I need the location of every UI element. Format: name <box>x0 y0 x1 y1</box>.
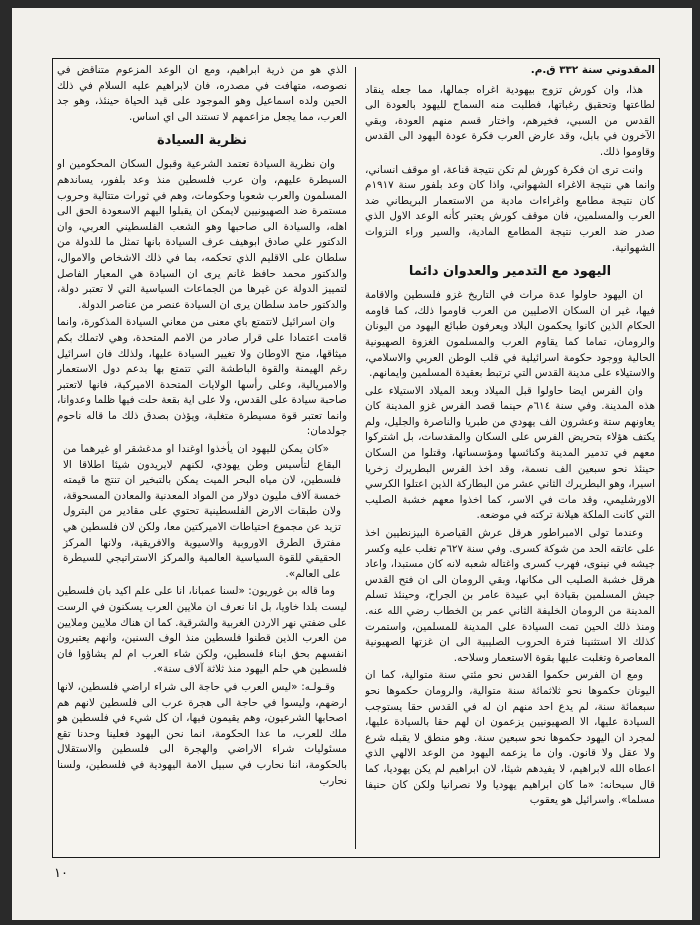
column-divider <box>355 67 356 849</box>
paragraph: الذي هو من ذرية ابراهيم، ومع ان الوعد المزعوم متناقض في نصوصه، متهافت في مصدره، فان لابراهيم عليه السلام في ذلك الحين ولده اسماعيل وهو الموجود على قيد الحياة حينئذ، وهو جد العرب، مما يجعل مزاعمهم لا تستند الى اي اساس. <box>57 64 347 123</box>
paragraph: هذا، وان كورش تزوج بيهودية اغراه جمالها، مما جعله ينقاد لطاعتها وتحقيق رغباتها، فطلبت منه السماح لليهود بالعودة الى القدس من السبي، فخيرهم، واختار قسم منهم العودة، وبقي الآخرون في بابل، وقد عارض العرب فكرة عودة اليهود الى القدس وقاوموا ذلك. <box>365 83 655 158</box>
article-frame <box>52 58 660 858</box>
quotation: «كان يمكن لليهود ان يأخذوا اوغندا او مدغشقر او غيرهما من البقاع لتأسيس وطن يهودي، لكنهم لايريدون شيئا اطلاقا الا فلسطين، لان مياه البحر الميت يمكن بالتبخير ان تنتج ما قيمته خمسة آلاف مليون دولار من المواد المعدنية والمعادن المسحوقة، ولان طبقات الارض الفلسطينية تحتوي على مقادير من البترول تزيد عن مجموع احتياطات الاميركتين معا، ولكن لان فلسطين هي مفترق الطرق الاوروبية والاسيوية والافريقية، ولانها المركز الحقيقي للقوة السياسية العالمية والمركز الاستراتيجي للسيطرة على العالم». <box>63 443 341 580</box>
left-column <box>57 63 347 851</box>
column-top-line: المقدوني سنة ٣٣٢ ق.م. <box>530 64 655 76</box>
section-heading: اليهود مع التدمير والعدوان دائما <box>408 264 612 280</box>
paragraph: وان اسرائيل لاتتمتع باي معنى من معاني السيادة المذكورة، وانما قامت اعتمادا على قرار صادر من الامم المتحدة، وهي لاتملك بكم ميثاقها، منح الاوطان ولا تغيير السيادة عليها، ولذلك فان اسرائيل رغم الهيمنة والقوة الباطشة التي تتمتع بها بدعم دول الاستعمار والامبريالية، وعلى رأسها الولايات المتحدة الاميركية، فانها لاتعتبر صاحبة سيادة على القدس، ولا على اية بقعة حلت فيها ظلما وعدوانا، وانما تعتبر قوة مسيطرة متغلبة، ويؤذن بصدق ذلك ما قاله ناحوم جولدمان: <box>57 316 347 438</box>
paragraph: وما قاله بن غوريون: «لسنا عمبانا، انا على علم اكيد بان فلسطين ليست بلدا خاويا، بل انا نعرف ان ملايين العرب يسكنون في الرست على ضفتي نهر الاردن الغربية والشرقية. كما ان هناك ملايين وملايين من العرب الذين قطنوا فلسطين منذ الوف السنين، وانهم يعتبرون انفسهم بحق ابناء فلسطين، ولكن شاء العرب ام لم يشاؤوا فان فلسطين هي حلم اليهود منذ ثلاثة آلاف سنة». <box>57 585 347 676</box>
paragraph: وقـولـه: «ليس العرب في حاجة الى شراء اراضي فلسطين، لانها ارضهم، وليسوا في حاجة الى هجرة عرب الى فلسطين لانهم هم اصحابها الشرعيون، وهم يقيمون فيها، ان كل شيء في فلسطين هو ملك للعرب، ما عدا الحكومة، انما نحن اليهود فعلينا وحدنا تقع مسئوليات شراء الاراضي والهجرة الى فلسطين والاستقلال بالحكومة، اننا نحارب في سبيل الامة اليهودية في فلسطين، ولسنا نحارب <box>57 680 347 787</box>
page-number: ١٠ <box>54 866 68 881</box>
paragraph: ان اليهود حاولوا عدة مرات في التاريخ غزو فلسطين والاقامة فيها، غير ان السكان الاصليين من العرب قاوموا ذلك، كما قاومه الحكام الذين كانوا يحكمون البلاد ويعرفون طبائع اليهود من اليونان والرومان، تماما كما يقاوم العرب والمسلمون الغزوة الصهيونية الحالية ووجود حكومة اسرائيلية في قلب الوطن العربي والاسلامي، والاستيلاء على مدينة القدس التي ترتبط بعقيدة المسلمين وايمانهم. <box>365 289 655 380</box>
paragraph: وان نظرية السيادة تعتمد الشرعية وقبول السكان المحكومين او السيطرة عليهم، وان عرب فلسطين منذ وعد بلفور، يساندهم المسلمون والعرب شعوبا وحكومات، وهم في ثورات متتالية وحروب مستمرة ضد الصهيونيين لايمكن ان يقبلوا اليهم الاسعودة الحق الى اهله، والسيادة الى صاحبها وهو الشعب الفلسطيني العربي، وان الدكتور علي صادق ابوهيف عرف السيادة بانها تمثل ما للدولة من سلطان على الاقليم الذي تحكمه، بما في ذلك الاشخاص والاموال، والدكتور محمد حافظ غانم يرى ان السيادة هي المعيار الفاصل لتمييز الدولة عن غيرها من الجماعات السياسية التي لا تعتبر دولة، والدكتور حامد سلطان يرى ان السيادة عنصر من عناصر الدولة. <box>57 158 347 311</box>
paragraph: ومع ان الفرس حكموا القدس نحو مئتي سنة متوالية، كما ان اليونان حكموها نحو ثلاثمائة سنة متوالية، والرومان حكموها نحو سبعمائة سنة، لم يدع احد منهم ان له في القدس حقا يستوجب السيادة عليها، الا الصهيونيين يزعمون ان لهم حقا بالسيادة عليها، لمجرد ان اليهود حكموها نحو سبعين سنة. وهو منطق لا يقبله شرع ولا عقل ولا قانون. وان ما يزعمه اليهود من الوعد الالهي الذي اعطاه الله لابراهيم، لا يفيدهم شيئا، لان ابراهيم لم يكن يهوديا، كما قال سبحانه: «ما كان ابراهيم يهوديا ولا نصرانيا ولكن كان حنيفا مسلما». واسرائيل هو يعقوب <box>365 669 655 807</box>
page-sheet <box>12 8 692 920</box>
right-column <box>365 63 655 851</box>
section-heading: نظرية السيادة <box>156 133 248 149</box>
paragraph: وانت ترى ان فكرة كورش لم تكن نتيجة قناعة، او موقف انساني، وانما هي نتيجة الاغراء الشهواني، واذا كان وعد بلفور سنة ١٩١٧م كان نتيجة مطامع واغراءات مادية من الاستعمار البريطاني ضد العرب والمسلمين، فان موقف كورش يعتبر كأنه الوعد الاول الذي صدر ضد العرب نتيجة المطامع المادية، والسير وراء النزوات الشهوانية. <box>365 163 655 254</box>
paragraph: وان الفرس ايضا حاولوا قبل الميلاد وبعد الميلاد الاستيلاء على هذه المدينة. وفي سنة ٦١٤م حينما قصد الفرس غزو المدينة كان يعاونهم ستة وعشرون الف يهودي من طبريا والناصرة والجليل، ولم يكتف هؤلاء بتحريض الفرس على السكان والمقدسات، بل اشتركوا معهم في تدمير المدينة وكنائسها ومؤسساتها، وقتلوا من السكان حينئذ نحو سبعين الف نسمة، وقد اخذ الفرس البطريرك زخريا اسيرا، وهو البطريرك الثاني عشر من البطاركة الذين اعتلوا الكرسي الاورشليمي، وقد مات في الاسر، كما اخذوا معهم خشبة الصليب التي كانت الملكة هيلانة تركته في موضعه. <box>365 384 655 522</box>
paragraph: وعندما تولى الامبراطور هرقل عرش القياصرة البيزنطيين اخذ على عاتقه الحد من شوكة كسرى. وفي سنة ٦٢٧م تغلب عليه وكسر جيشه في نينوى، فهرب كسرى واغتاله شعبه لانه كان مستبدا، واعاد هرقل خشبة الصليب الى مكانها، وبقي الرومان الى ان فتح القدس جيش المسلمين بقيادة ابي عبيدة عامر بن الجراح، وحينئذ تسلم المدينة من الرومان الخليفة الثاني عمر بن الخطاب رضي الله عنه. ومنذ ذلك الحين تمت السيادة على المدينة للمسلمين، واستمرت كذلك الا استثنينا فترة الحروب الصليبية الى ان غزتها الصهيونية المعاصرة وتغلبت عليها بقوة الاستعمار وسلاحه. <box>365 527 655 664</box>
